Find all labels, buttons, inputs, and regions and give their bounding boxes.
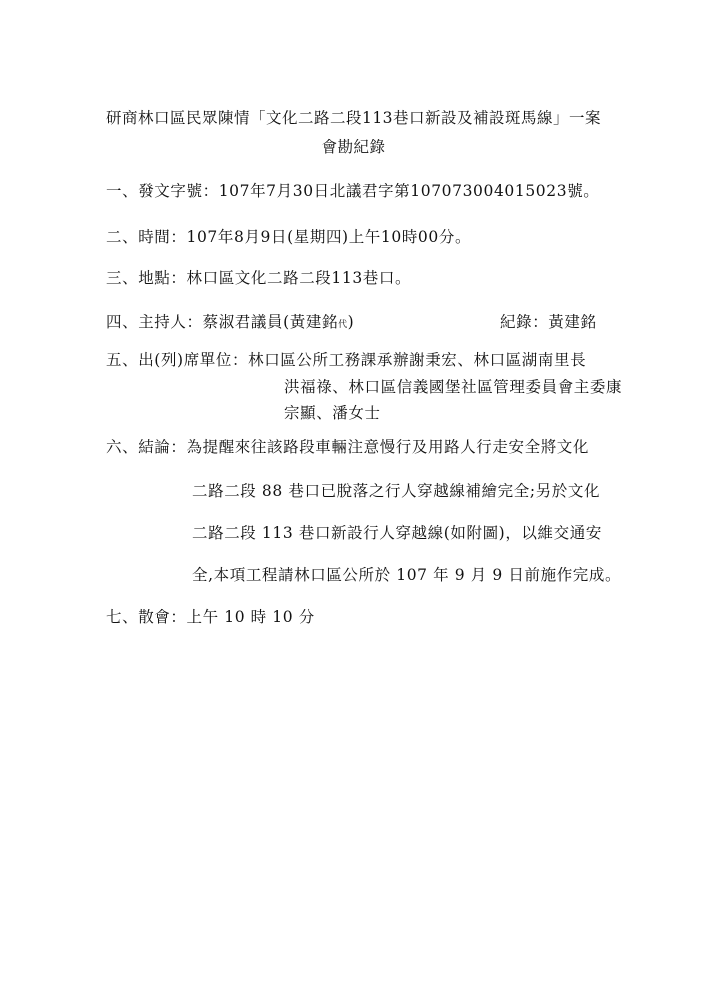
item-attendees-line1: 五、出(列)席單位：林口區公所工務課承辦謝秉宏、林口區湖南里長	[106, 351, 587, 369]
document-title: 研商林口區民眾陳情「文化二路二段113巷口新設及補設斑馬線」一案	[105, 109, 602, 127]
item-conclusion-line1: 六、結論：為提醒來往該路段車輛注意慢行及用路人行走安全將文化	[106, 438, 590, 456]
item-attendees-line3: 宗顯、潘女士	[284, 404, 381, 422]
item-host-close: )	[347, 313, 355, 331]
document-title-line2: 會勘紀錄	[321, 138, 386, 156]
item-time: 二、時間：107年8月9日(星期四)上午10時00分。	[106, 228, 472, 246]
item-host-mark: 代	[338, 320, 348, 330]
item-host	[106, 311, 354, 336]
item-attendees-line2: 洪福祿、林口區信義國堡社區管理委員會主委康	[284, 378, 623, 396]
item-conclusion-line3: 二路二段 113 巷口新設行人穿越線(如附圖)，以維交通安	[192, 524, 602, 542]
item-adjourn: 七、散會：上午 10 時 10 分	[106, 608, 315, 626]
item-recorder: 紀錄：黃建銘	[500, 313, 597, 331]
item-location: 三、地點：林口區文化二路二段113巷口。	[106, 269, 412, 287]
item-conclusion-line2: 二路二段 88 巷口已脫落之行人穿越線補繪完全;另於文化	[192, 482, 601, 500]
item-host-text: 四、主持人：蔡淑君議員(黃建銘	[106, 313, 339, 331]
item-conclusion-line4: 全,本項工程請林口區公所於 107 年 9 月 9 日前施作完成。	[192, 566, 622, 584]
item-document-number: 一、發文字號：107年7月30日北議君字第107073004015023號。	[106, 182, 600, 200]
